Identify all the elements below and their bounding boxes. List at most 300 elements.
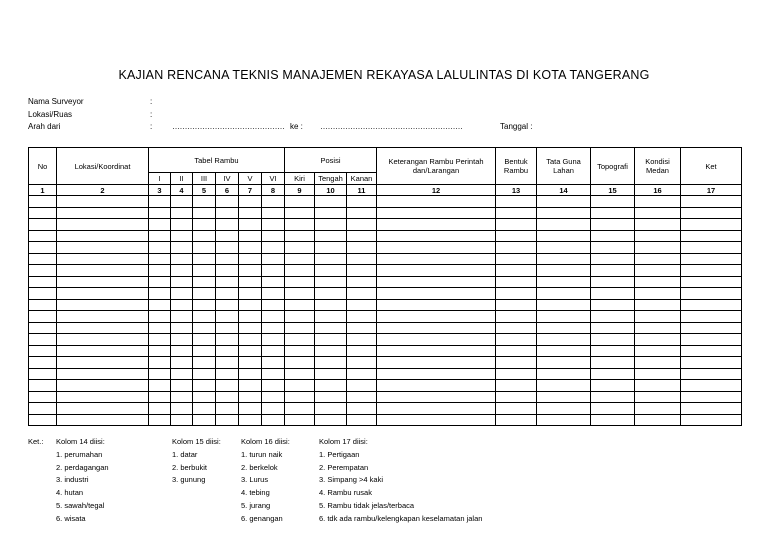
table-cell[interactable] <box>635 414 681 426</box>
table-cell[interactable] <box>285 403 315 415</box>
table-cell[interactable] <box>216 230 239 242</box>
table-cell[interactable] <box>591 253 635 265</box>
table-cell[interactable] <box>591 391 635 403</box>
table-cell[interactable] <box>285 299 315 311</box>
table-cell[interactable] <box>285 414 315 426</box>
table-cell[interactable] <box>29 242 57 254</box>
table-cell[interactable] <box>171 357 193 369</box>
table-cell[interactable] <box>239 380 262 392</box>
table-cell[interactable] <box>537 207 591 219</box>
table-cell[interactable] <box>239 196 262 208</box>
table-cell[interactable] <box>537 380 591 392</box>
table-cell[interactable] <box>57 219 149 231</box>
table-cell[interactable] <box>149 242 171 254</box>
table-cell[interactable] <box>681 414 742 426</box>
table-cell[interactable] <box>29 311 57 323</box>
table-cell[interactable] <box>285 311 315 323</box>
table-cell[interactable] <box>262 345 285 357</box>
table-cell[interactable] <box>29 276 57 288</box>
table-cell[interactable] <box>496 242 537 254</box>
table-cell[interactable] <box>262 334 285 346</box>
table-cell[interactable] <box>239 403 262 415</box>
table-cell[interactable] <box>285 368 315 380</box>
table-cell[interactable] <box>57 253 149 265</box>
table-cell[interactable] <box>681 345 742 357</box>
table-cell[interactable] <box>171 288 193 300</box>
table-cell[interactable] <box>262 391 285 403</box>
table-cell[interactable] <box>681 242 742 254</box>
table-cell[interactable] <box>591 219 635 231</box>
table-cell[interactable] <box>149 322 171 334</box>
table-cell[interactable] <box>193 391 216 403</box>
table-cell[interactable] <box>57 357 149 369</box>
table-cell[interactable] <box>239 334 262 346</box>
table-cell[interactable] <box>171 196 193 208</box>
table-cell[interactable] <box>262 253 285 265</box>
table-cell[interactable] <box>591 265 635 277</box>
table-cell[interactable] <box>262 230 285 242</box>
table-cell[interactable] <box>537 276 591 288</box>
table-cell[interactable] <box>347 345 377 357</box>
table-cell[interactable] <box>347 253 377 265</box>
table-cell[interactable] <box>537 345 591 357</box>
table-cell[interactable] <box>29 391 57 403</box>
table-cell[interactable] <box>285 207 315 219</box>
table-cell[interactable] <box>537 219 591 231</box>
table-cell[interactable] <box>537 322 591 334</box>
table-cell[interactable] <box>171 276 193 288</box>
table-cell[interactable] <box>29 253 57 265</box>
table-cell[interactable] <box>239 322 262 334</box>
table-cell[interactable] <box>347 196 377 208</box>
table-cell[interactable] <box>537 311 591 323</box>
table-cell[interactable] <box>591 322 635 334</box>
table-cell[interactable] <box>262 276 285 288</box>
table-cell[interactable] <box>315 311 347 323</box>
table-cell[interactable] <box>315 253 347 265</box>
table-cell[interactable] <box>635 345 681 357</box>
table-cell[interactable] <box>591 403 635 415</box>
table-cell[interactable] <box>377 230 496 242</box>
table-cell[interactable] <box>591 196 635 208</box>
table-cell[interactable] <box>262 265 285 277</box>
table-cell[interactable] <box>377 380 496 392</box>
table-cell[interactable] <box>591 334 635 346</box>
table-cell[interactable] <box>285 391 315 403</box>
table-cell[interactable] <box>496 276 537 288</box>
table-cell[interactable] <box>681 230 742 242</box>
table-cell[interactable] <box>216 219 239 231</box>
table-cell[interactable] <box>591 276 635 288</box>
table-cell[interactable] <box>315 196 347 208</box>
table-cell[interactable] <box>57 242 149 254</box>
table-cell[interactable] <box>681 334 742 346</box>
table-cell[interactable] <box>193 219 216 231</box>
table-cell[interactable] <box>262 368 285 380</box>
table-cell[interactable] <box>262 242 285 254</box>
table-cell[interactable] <box>681 322 742 334</box>
table-cell[interactable] <box>681 207 742 219</box>
table-cell[interactable] <box>171 311 193 323</box>
table-cell[interactable] <box>149 288 171 300</box>
table-cell[interactable] <box>315 414 347 426</box>
table-cell[interactable] <box>537 414 591 426</box>
table-cell[interactable] <box>377 265 496 277</box>
table-cell[interactable] <box>171 207 193 219</box>
table-cell[interactable] <box>635 242 681 254</box>
table-cell[interactable] <box>635 334 681 346</box>
table-cell[interactable] <box>285 345 315 357</box>
table-cell[interactable] <box>377 414 496 426</box>
table-cell[interactable] <box>193 334 216 346</box>
table-cell[interactable] <box>171 391 193 403</box>
table-cell[interactable] <box>496 391 537 403</box>
table-cell[interactable] <box>149 380 171 392</box>
table-cell[interactable] <box>193 207 216 219</box>
table-cell[interactable] <box>315 345 347 357</box>
table-cell[interactable] <box>635 230 681 242</box>
table-cell[interactable] <box>193 242 216 254</box>
table-cell[interactable] <box>377 196 496 208</box>
table-cell[interactable] <box>149 334 171 346</box>
table-cell[interactable] <box>193 299 216 311</box>
table-cell[interactable] <box>347 368 377 380</box>
table-cell[interactable] <box>347 265 377 277</box>
table-cell[interactable] <box>262 380 285 392</box>
table-cell[interactable] <box>591 311 635 323</box>
table-cell[interactable] <box>29 368 57 380</box>
table-cell[interactable] <box>57 403 149 415</box>
table-cell[interactable] <box>635 288 681 300</box>
table-cell[interactable] <box>591 345 635 357</box>
table-cell[interactable] <box>496 219 537 231</box>
table-cell[interactable] <box>239 276 262 288</box>
table-cell[interactable] <box>216 196 239 208</box>
table-cell[interactable] <box>635 253 681 265</box>
table-cell[interactable] <box>315 230 347 242</box>
table-cell[interactable] <box>171 334 193 346</box>
table-cell[interactable] <box>57 345 149 357</box>
table-cell[interactable] <box>149 357 171 369</box>
table-cell[interactable] <box>193 357 216 369</box>
table-cell[interactable] <box>315 276 347 288</box>
table-cell[interactable] <box>29 265 57 277</box>
table-cell[interactable] <box>149 230 171 242</box>
table-cell[interactable] <box>171 322 193 334</box>
table-cell[interactable] <box>216 276 239 288</box>
table-cell[interactable] <box>537 253 591 265</box>
table-cell[interactable] <box>262 288 285 300</box>
table-cell[interactable] <box>193 230 216 242</box>
table-cell[interactable] <box>171 380 193 392</box>
table-cell[interactable] <box>347 357 377 369</box>
table-cell[interactable] <box>377 242 496 254</box>
table-cell[interactable] <box>347 334 377 346</box>
table-cell[interactable] <box>239 207 262 219</box>
table-cell[interactable] <box>171 345 193 357</box>
table-cell[interactable] <box>635 357 681 369</box>
table-cell[interactable] <box>635 219 681 231</box>
table-cell[interactable] <box>496 368 537 380</box>
table-cell[interactable] <box>681 219 742 231</box>
table-cell[interactable] <box>239 299 262 311</box>
table-cell[interactable] <box>285 276 315 288</box>
table-cell[interactable] <box>681 368 742 380</box>
table-cell[interactable] <box>681 311 742 323</box>
table-cell[interactable] <box>635 322 681 334</box>
table-cell[interactable] <box>193 196 216 208</box>
table-cell[interactable] <box>377 219 496 231</box>
table-cell[interactable] <box>315 265 347 277</box>
table-cell[interactable] <box>377 207 496 219</box>
table-cell[interactable] <box>57 196 149 208</box>
table-cell[interactable] <box>57 391 149 403</box>
table-cell[interactable] <box>347 230 377 242</box>
table-cell[interactable] <box>29 403 57 415</box>
table-cell[interactable] <box>171 253 193 265</box>
table-cell[interactable] <box>29 345 57 357</box>
table-cell[interactable] <box>193 311 216 323</box>
table-cell[interactable] <box>193 253 216 265</box>
table-cell[interactable] <box>315 334 347 346</box>
table-cell[interactable] <box>635 403 681 415</box>
table-cell[interactable] <box>171 299 193 311</box>
table-cell[interactable] <box>377 322 496 334</box>
table-cell[interactable] <box>635 311 681 323</box>
table-cell[interactable] <box>216 380 239 392</box>
table-cell[interactable] <box>262 299 285 311</box>
table-cell[interactable] <box>377 357 496 369</box>
table-cell[interactable] <box>347 207 377 219</box>
table-cell[interactable] <box>496 299 537 311</box>
table-cell[interactable] <box>216 414 239 426</box>
table-cell[interactable] <box>57 207 149 219</box>
table-cell[interactable] <box>262 311 285 323</box>
table-cell[interactable] <box>149 345 171 357</box>
table-cell[interactable] <box>347 380 377 392</box>
table-cell[interactable] <box>216 299 239 311</box>
table-cell[interactable] <box>496 334 537 346</box>
table-cell[interactable] <box>239 242 262 254</box>
table-cell[interactable] <box>262 414 285 426</box>
table-cell[interactable] <box>262 207 285 219</box>
table-cell[interactable] <box>216 311 239 323</box>
table-cell[interactable] <box>285 230 315 242</box>
table-cell[interactable] <box>239 391 262 403</box>
table-cell[interactable] <box>315 242 347 254</box>
table-cell[interactable] <box>537 299 591 311</box>
table-cell[interactable] <box>347 403 377 415</box>
table-cell[interactable] <box>193 276 216 288</box>
table-cell[interactable] <box>29 322 57 334</box>
table-cell[interactable] <box>29 207 57 219</box>
table-cell[interactable] <box>285 322 315 334</box>
table-cell[interactable] <box>681 288 742 300</box>
table-cell[interactable] <box>315 322 347 334</box>
table-cell[interactable] <box>377 391 496 403</box>
table-cell[interactable] <box>591 368 635 380</box>
table-cell[interactable] <box>681 253 742 265</box>
table-cell[interactable] <box>193 265 216 277</box>
table-cell[interactable] <box>537 368 591 380</box>
table-cell[interactable] <box>285 288 315 300</box>
table-cell[interactable] <box>681 299 742 311</box>
table-cell[interactable] <box>57 368 149 380</box>
table-cell[interactable] <box>496 357 537 369</box>
table-cell[interactable] <box>57 230 149 242</box>
table-cell[interactable] <box>496 230 537 242</box>
table-cell[interactable] <box>149 207 171 219</box>
table-cell[interactable] <box>591 357 635 369</box>
table-cell[interactable] <box>537 288 591 300</box>
table-cell[interactable] <box>239 288 262 300</box>
table-cell[interactable] <box>149 311 171 323</box>
table-cell[interactable] <box>171 230 193 242</box>
table-cell[interactable] <box>216 207 239 219</box>
table-cell[interactable] <box>315 299 347 311</box>
table-cell[interactable] <box>285 253 315 265</box>
table-cell[interactable] <box>347 276 377 288</box>
table-cell[interactable] <box>347 288 377 300</box>
table-cell[interactable] <box>171 219 193 231</box>
table-cell[interactable] <box>315 219 347 231</box>
table-cell[interactable] <box>216 357 239 369</box>
table-cell[interactable] <box>681 276 742 288</box>
table-cell[interactable] <box>347 242 377 254</box>
table-cell[interactable] <box>29 334 57 346</box>
table-cell[interactable] <box>315 357 347 369</box>
table-cell[interactable] <box>591 299 635 311</box>
table-cell[interactable] <box>149 265 171 277</box>
table-cell[interactable] <box>377 299 496 311</box>
table-cell[interactable] <box>57 334 149 346</box>
table-cell[interactable] <box>377 368 496 380</box>
table-cell[interactable] <box>537 391 591 403</box>
table-cell[interactable] <box>216 322 239 334</box>
table-cell[interactable] <box>216 265 239 277</box>
table-cell[interactable] <box>171 265 193 277</box>
table-cell[interactable] <box>496 345 537 357</box>
table-cell[interactable] <box>149 253 171 265</box>
table-cell[interactable] <box>681 391 742 403</box>
table-cell[interactable] <box>171 368 193 380</box>
table-cell[interactable] <box>635 207 681 219</box>
table-cell[interactable] <box>262 196 285 208</box>
table-cell[interactable] <box>496 253 537 265</box>
table-cell[interactable] <box>496 196 537 208</box>
table-cell[interactable] <box>377 311 496 323</box>
table-cell[interactable] <box>315 288 347 300</box>
table-cell[interactable] <box>262 357 285 369</box>
table-cell[interactable] <box>239 357 262 369</box>
table-cell[interactable] <box>681 357 742 369</box>
table-cell[interactable] <box>315 391 347 403</box>
table-cell[interactable] <box>681 380 742 392</box>
table-cell[interactable] <box>29 196 57 208</box>
table-cell[interactable] <box>347 322 377 334</box>
table-cell[interactable] <box>635 391 681 403</box>
table-cell[interactable] <box>171 242 193 254</box>
table-cell[interactable] <box>171 403 193 415</box>
table-cell[interactable] <box>57 380 149 392</box>
table-cell[interactable] <box>347 299 377 311</box>
table-cell[interactable] <box>377 345 496 357</box>
table-cell[interactable] <box>149 403 171 415</box>
table-cell[interactable] <box>193 368 216 380</box>
table-cell[interactable] <box>262 403 285 415</box>
table-cell[interactable] <box>239 311 262 323</box>
table-cell[interactable] <box>239 219 262 231</box>
table-cell[interactable] <box>377 403 496 415</box>
table-cell[interactable] <box>496 265 537 277</box>
table-cell[interactable] <box>591 414 635 426</box>
table-cell[interactable] <box>635 368 681 380</box>
table-cell[interactable] <box>193 380 216 392</box>
table-cell[interactable] <box>216 345 239 357</box>
table-cell[interactable] <box>216 334 239 346</box>
table-cell[interactable] <box>315 368 347 380</box>
table-cell[interactable] <box>285 265 315 277</box>
table-cell[interactable] <box>591 380 635 392</box>
table-cell[interactable] <box>216 242 239 254</box>
table-cell[interactable] <box>591 230 635 242</box>
table-cell[interactable] <box>239 265 262 277</box>
table-cell[interactable] <box>262 322 285 334</box>
table-cell[interactable] <box>496 288 537 300</box>
table-cell[interactable] <box>635 196 681 208</box>
table-cell[interactable] <box>285 219 315 231</box>
table-cell[interactable] <box>285 334 315 346</box>
table-cell[interactable] <box>149 196 171 208</box>
table-cell[interactable] <box>496 311 537 323</box>
table-cell[interactable] <box>496 403 537 415</box>
table-cell[interactable] <box>239 253 262 265</box>
table-cell[interactable] <box>591 288 635 300</box>
table-cell[interactable] <box>171 414 193 426</box>
table-cell[interactable] <box>29 380 57 392</box>
table-cell[interactable] <box>635 380 681 392</box>
table-cell[interactable] <box>149 368 171 380</box>
table-cell[interactable] <box>149 414 171 426</box>
table-cell[interactable] <box>496 380 537 392</box>
table-cell[interactable] <box>193 414 216 426</box>
table-cell[interactable] <box>377 253 496 265</box>
table-cell[interactable] <box>537 403 591 415</box>
table-cell[interactable] <box>285 380 315 392</box>
table-cell[interactable] <box>57 276 149 288</box>
table-cell[interactable] <box>239 345 262 357</box>
table-cell[interactable] <box>285 242 315 254</box>
table-cell[interactable] <box>285 196 315 208</box>
table-cell[interactable] <box>29 230 57 242</box>
table-cell[interactable] <box>537 242 591 254</box>
table-cell[interactable] <box>239 414 262 426</box>
table-cell[interactable] <box>537 334 591 346</box>
table-cell[interactable] <box>635 265 681 277</box>
table-cell[interactable] <box>496 207 537 219</box>
table-cell[interactable] <box>537 196 591 208</box>
table-cell[interactable] <box>57 299 149 311</box>
table-cell[interactable] <box>537 230 591 242</box>
table-cell[interactable] <box>193 322 216 334</box>
table-cell[interactable] <box>591 207 635 219</box>
table-cell[interactable] <box>681 196 742 208</box>
table-cell[interactable] <box>216 368 239 380</box>
table-cell[interactable] <box>377 334 496 346</box>
table-cell[interactable] <box>239 230 262 242</box>
table-cell[interactable] <box>29 288 57 300</box>
table-cell[interactable] <box>149 219 171 231</box>
